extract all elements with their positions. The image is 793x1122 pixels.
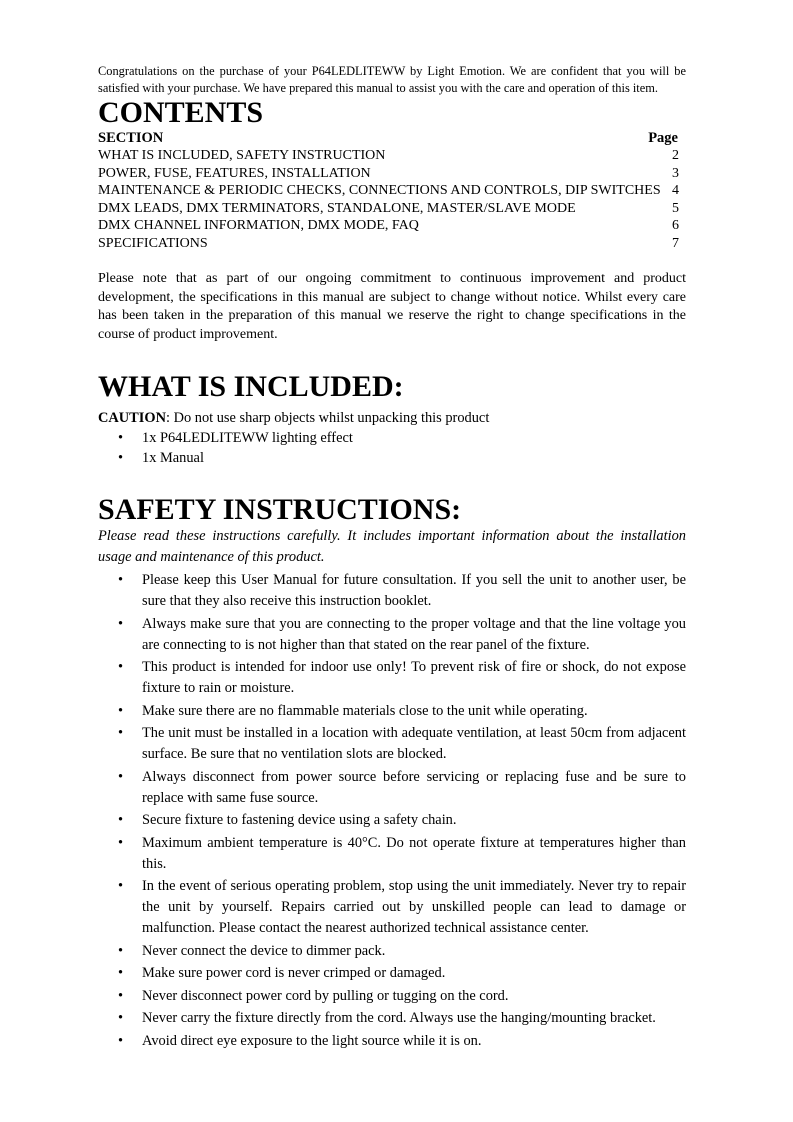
bullet-icon: • bbox=[118, 659, 124, 675]
contents-row bbox=[98, 217, 686, 235]
contents-page: 4 bbox=[672, 183, 679, 198]
contents-page: 6 bbox=[672, 218, 679, 233]
list-item-text: In the event of serious operating problem, stop using the unit immediately. Never try to repair the unit by yourself. Repairs carried out by unskilled people can lead to damage or malfunction. Please contact the nearest authorized technical assistance center. bbox=[142, 878, 686, 936]
contents-title: CONTENTS bbox=[98, 96, 264, 129]
manual-page bbox=[98, 63, 686, 1052]
contents-page: 3 bbox=[672, 165, 679, 181]
contents-row bbox=[98, 147, 686, 165]
list-item-text: 1x P64LEDLITEWW lighting effect bbox=[142, 430, 353, 446]
list-item bbox=[98, 767, 686, 809]
intro-paragraph: Congratulations on the purchase of your P64LEDLITEWW by Light Emotion. We are confident that you will be satisfied with your purchase. We have prepared this manual to assist you with the care and operation of this item. bbox=[98, 64, 686, 95]
contents-table bbox=[98, 147, 686, 252]
list-item bbox=[98, 701, 686, 722]
bullet-icon: • bbox=[118, 1032, 124, 1049]
bullet-icon: • bbox=[118, 987, 124, 1004]
page-header: Page bbox=[648, 130, 678, 146]
bullet-icon: • bbox=[118, 878, 124, 894]
list-item-text: Secure fixture to fastening device using a safety chain. bbox=[142, 812, 457, 828]
list-item bbox=[98, 810, 686, 831]
caution-label: CAUTION bbox=[98, 410, 166, 426]
included-title: WHAT IS INCLUDED: bbox=[98, 370, 404, 403]
list-item-text: Never disconnect power cord by pulling or tugging on the cord. bbox=[142, 987, 509, 1004]
bullet-icon: • bbox=[118, 702, 124, 719]
list-item-text: Make sure power cord is never crimped or damaged. bbox=[142, 965, 446, 981]
contents-row bbox=[98, 165, 686, 183]
list-item-text: 1x Manual bbox=[142, 450, 204, 466]
contents-page: 5 bbox=[672, 200, 679, 216]
specification-note: Please note that as part of our ongoing commitment to continuous improvement and product development, the specifications in this manual are subject to change without notice. Whilst every care has been taken in the preparation of this manual we reserve the right to change specifications in the course of product improvement. bbox=[98, 271, 686, 342]
list-item bbox=[98, 448, 686, 468]
contents-section: SPECIFICATIONS bbox=[98, 235, 208, 251]
bullet-icon: • bbox=[118, 572, 124, 588]
bullet-icon: • bbox=[118, 725, 124, 741]
bullet-icon: • bbox=[118, 1010, 124, 1026]
safety-lead: Please read these instructions carefully. It includes important information about the installation usage and maintenance of this product. bbox=[98, 528, 686, 565]
caution-line bbox=[98, 408, 686, 428]
contents-section: WHAT IS INCLUDED, SAFETY INSTRUCTION bbox=[98, 148, 386, 163]
contents-section: POWER, FUSE, FEATURES, INSTALLATION bbox=[98, 165, 371, 181]
list-item bbox=[98, 657, 686, 699]
list-item-text: Avoid direct eye exposure to the light source while it is on. bbox=[142, 1032, 482, 1049]
bullet-icon: • bbox=[118, 965, 124, 981]
bullet-icon: • bbox=[118, 834, 124, 851]
list-item bbox=[98, 570, 686, 612]
list-item-text: This product is intended for indoor use only! To prevent risk of fire or shock, do not expose fixture to rain or moisture. bbox=[142, 659, 686, 696]
contents-page: 2 bbox=[672, 148, 679, 163]
list-item bbox=[98, 963, 686, 984]
list-item bbox=[98, 614, 686, 656]
list-item bbox=[98, 428, 686, 448]
section-header: SECTION bbox=[98, 130, 164, 146]
contents-row bbox=[98, 235, 686, 253]
bullet-icon: • bbox=[118, 942, 124, 959]
safety-list bbox=[98, 570, 686, 1052]
safety-title: SAFETY INSTRUCTIONS: bbox=[98, 493, 462, 526]
bullet-icon: • bbox=[118, 430, 124, 446]
included-list bbox=[98, 428, 686, 468]
contents-header-row bbox=[98, 130, 686, 147]
bullet-icon: • bbox=[118, 450, 124, 466]
list-item-text: Maximum ambient temperature is 40°C. Do not operate fixture at temperatures higher than this. bbox=[142, 834, 686, 872]
list-item bbox=[98, 876, 686, 939]
list-item-text: Never carry the fixture directly from the cord. Always use the hanging/mounting bracket. bbox=[142, 1010, 656, 1026]
contents-section: MAINTENANCE & PERIODIC CHECKS, CONNECTIONS AND CONTROLS, DIP SWITCHES bbox=[98, 183, 661, 198]
caution-text: : Do not use sharp objects whilst unpacking this product bbox=[165, 410, 490, 426]
list-item bbox=[98, 1031, 686, 1052]
list-item-text: Never connect the device to dimmer pack. bbox=[142, 942, 386, 959]
list-item bbox=[98, 986, 686, 1007]
contents-page: 7 bbox=[672, 235, 679, 251]
list-item-text: Always disconnect from power source before servicing or replacing fuse and be sure to replace with same fuse source. bbox=[142, 768, 686, 806]
list-item bbox=[98, 723, 686, 765]
contents-section: DMX LEADS, DMX TERMINATORS, STANDALONE, MASTER/SLAVE MODE bbox=[98, 200, 576, 216]
contents-section: DMX CHANNEL INFORMATION, DMX MODE, FAQ bbox=[98, 218, 419, 233]
bullet-icon: • bbox=[118, 812, 124, 828]
list-item bbox=[98, 833, 686, 875]
list-item bbox=[98, 941, 686, 962]
bullet-icon: • bbox=[118, 768, 124, 785]
list-item-text: Always make sure that you are connecting to the proper voltage and that the line voltage you are connecting to is not higher than that stated on the rear panel of the fixture. bbox=[142, 615, 686, 653]
contents-row bbox=[98, 182, 686, 200]
list-item bbox=[98, 1008, 686, 1029]
contents-row bbox=[98, 200, 686, 218]
list-item-text: Please keep this User Manual for future consultation. If you sell the unit to another user, be sure that they also receive this instruction booklet. bbox=[142, 572, 686, 609]
bullet-icon: • bbox=[118, 615, 124, 632]
list-item-text: The unit must be installed in a location with adequate ventilation, at least 50cm from adjacent surface. Be sure that no ventilation slots are blocked. bbox=[142, 725, 686, 762]
list-item-text: Make sure there are no flammable materials close to the unit while operating. bbox=[142, 702, 588, 719]
